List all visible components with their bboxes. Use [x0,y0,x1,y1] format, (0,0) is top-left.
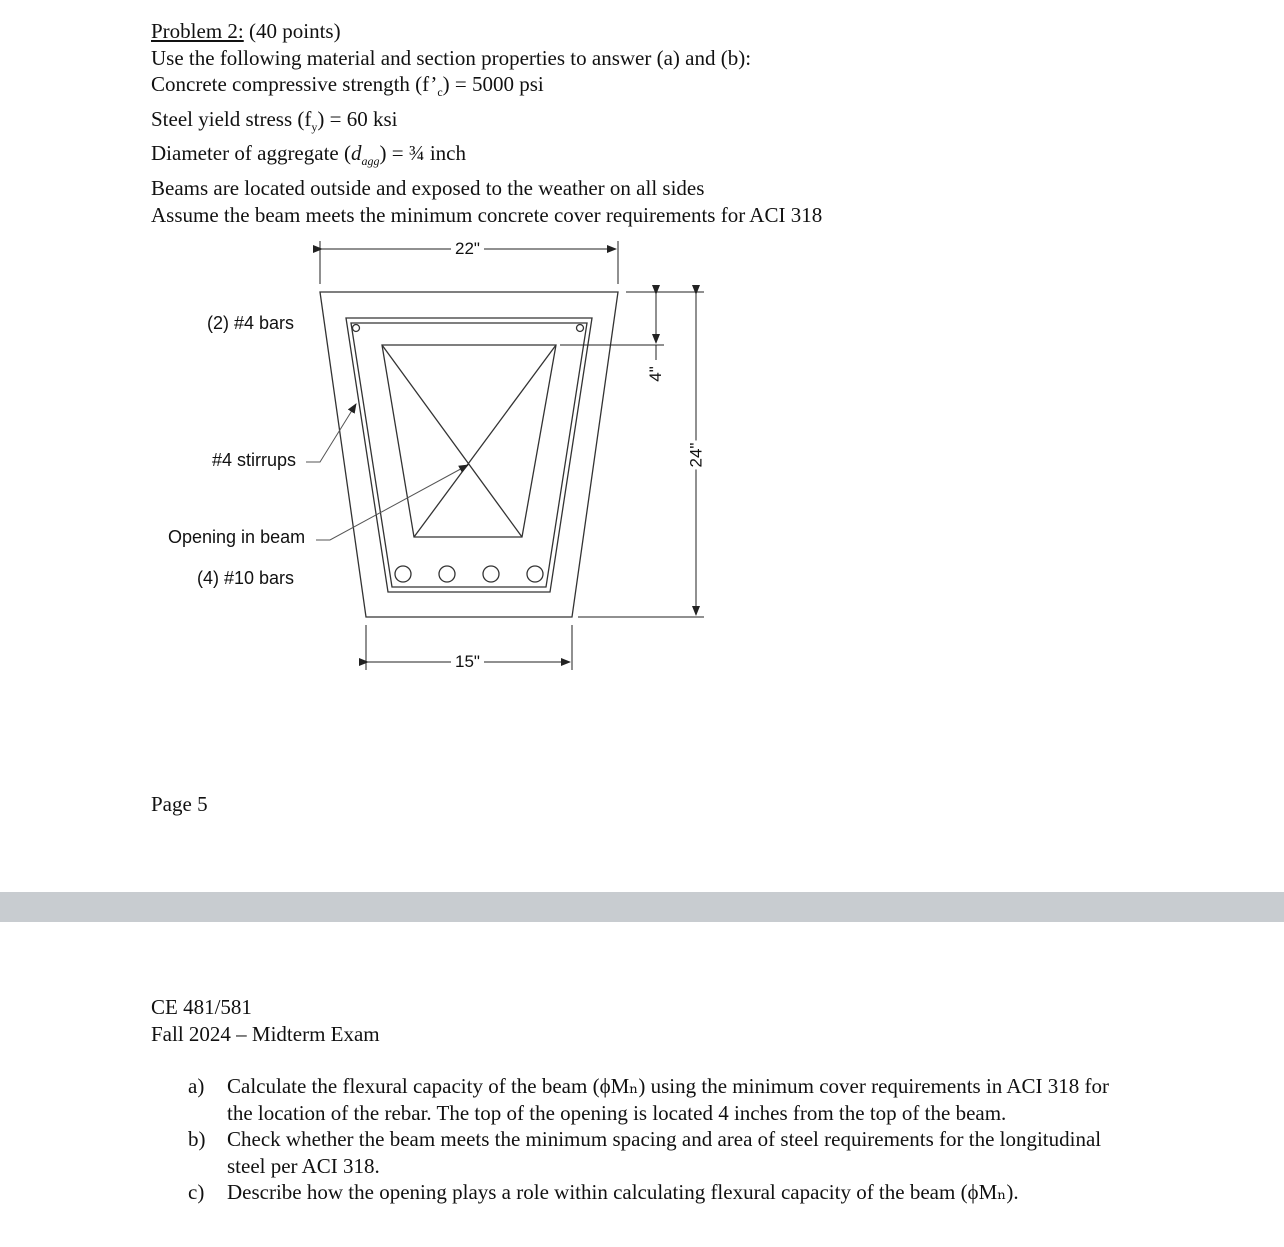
aggregate-diameter: Diameter of aggregate $(d_{agg})$ = ¾ inch [151,141,466,169]
stirrup-leader [306,404,356,462]
opening-leader [316,465,468,540]
question-text: Calculate the flexural capacity of the beam (ϕMₙ) using the minimum cover requirements in ACI 318 for the location of the rebar. The top of the opening is located 4 inches from the top of the beam. [227,1074,1110,1125]
page-divider [0,892,1284,922]
page-number: Page 5 [151,792,208,816]
problem-points: (40 points) [243,19,341,43]
exposure-note: Beams are located outside and exposed to the weather on all sides [151,176,705,201]
question-text: Check whether the beam meets the minimum spacing and area of steel requirements for the longitudinal steel per ACI 318. [227,1127,1102,1178]
beam-outline [320,292,618,617]
question-text: Describe how the opening plays a role within calculating flexural capacity of the beam (ϕMₙ). [227,1180,1019,1204]
question-letter: b) [188,1127,206,1151]
opening-diag-1 [382,345,522,537]
steel-yield: Steel yield stress $(f_y) = 60$ ksi [151,106,398,134]
bottom-bars-label: (4) #10 bars [197,568,295,588]
course-code: CE 481/581 [151,995,252,1019]
opening-diag-2 [414,345,556,537]
question-letter: a) [188,1074,205,1098]
question-a [188,1073,1138,1126]
bottom-bar-4 [527,566,543,582]
opening-depth-label: 4" [645,366,665,382]
question-letter: c) [188,1180,205,1204]
opening [382,345,556,537]
bottom-bar-2 [439,566,455,582]
top-bars-label: (2) #4 bars [207,313,295,333]
question-c [188,1179,1138,1206]
question-b [188,1126,1138,1179]
stirrup-inner [351,323,587,587]
problem-intro: Use the following material and section properties to answer (a) and (b): [151,45,752,70]
top-width-label: 22" [451,239,484,259]
stirrup-outer [346,318,592,592]
total-depth-label: 24" [686,442,706,468]
bottom-width-label: 15" [451,652,484,672]
problem-title: Problem 2: [151,19,244,43]
question-list [188,1073,1138,1206]
exam-title: Fall 2024 – Midterm Exam [151,1022,380,1046]
top-bar-left [353,325,360,332]
concrete-strength: Concrete compressive strength $(f’_c) = 5000$ psi [151,72,544,100]
cover-note: Assume the beam meets the minimum concrete cover requirements for ACI 318 [151,202,823,227]
top-bar-right [577,325,584,332]
opening-label: Opening in beam [168,527,306,547]
course-header [151,994,380,1048]
stirrups-label: #4 stirrups [212,450,297,470]
bottom-bar-1 [395,566,411,582]
bottom-bar-3 [483,566,499,582]
